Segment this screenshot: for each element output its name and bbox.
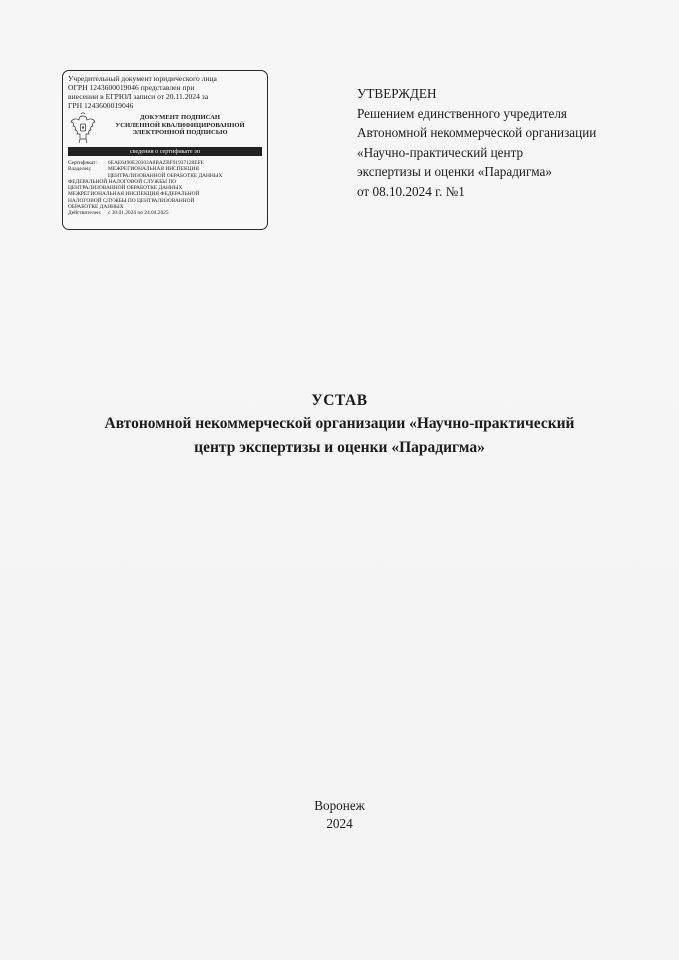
approval-date: от 08.10.2024 г. №1: [357, 183, 465, 199]
certificate-value: 6EAE6490E20303A8BAZBF91937128EFE: [108, 160, 204, 166]
document-title: [0, 390, 679, 460]
place-and-year: [0, 797, 679, 833]
approval-heading: УТВЕРЖДЕН: [357, 86, 437, 101]
approval-line: Автономной некоммерческой организации: [357, 125, 597, 141]
title-subtitle-line: центр экспертизы и оценки «Парадигма»: [194, 439, 485, 456]
certificate-label: Сертификат:: [68, 160, 97, 166]
owner-value: МЕЖРЕГИОНАЛЬНАЯ ИНСПЕКЦИЯ ЦЕНТРАЛИЗОВАННОЙ ОБРАБОТКЕ ДАННЫХ: [108, 166, 223, 179]
approval-block: [357, 84, 657, 202]
issuer-text: ФЕДЕРАЛЬНОЙ НАЛОГОВОЙ СЛУЖБЫ ПО ЦЕНТРАЛИЗОВАННОЙ ОБРАБОТКЕ ДАННЫХ МЕЖРЕГИОНАЛЬНАЯ ИНСПЕКЦИЯ ФЕДЕРАЛЬНОЙ НАЛОГОВОЙ СЛУЖБЫ ПО ЦЕНТРАЛИЗОВАННОЙ ОБРАБОТКЕ ДАННЫХ: [68, 178, 200, 211]
owner-row: [68, 166, 262, 179]
approval-line: «Научно-практический центр: [357, 144, 524, 160]
registration-stamp: [62, 70, 268, 230]
validity-value: с 30.01.2024 по 24.04.2025: [108, 210, 169, 217]
title-main: УСТАВ: [311, 392, 368, 409]
registration-text: Учредительный документ юридического лица ОГРН 1243600019046 представлен при внесении в ЕГРЮЛ записи от 20.11.2024 за ГРН 1243600019046: [68, 74, 217, 110]
title-subtitle-line: Автономной некоммерческой организации «Научно-практический: [104, 415, 575, 432]
approval-line: Решением единственного учредителя: [357, 105, 567, 121]
validity-label: Действителен:: [68, 210, 102, 217]
signature-block: [68, 112, 262, 146]
owner-label: Владелец:: [68, 166, 92, 173]
signature-title: ДОКУМЕНТ ПОДПИСАН УСИЛЕННОЙ КВАЛИФИЦИРОВАННОЙ ЭЛЕКТРОННОЙ ПОДПИСЬЮ: [115, 114, 245, 137]
approval-line: экспертизы и оценки «Парадигма»: [357, 164, 552, 180]
russian-coat-of-arms-icon: [68, 112, 98, 146]
year: 2024: [326, 816, 353, 831]
certificate-header: сведения о сертификате эп: [68, 147, 262, 156]
city: Воронеж: [314, 798, 365, 813]
validity-row: [68, 210, 262, 216]
